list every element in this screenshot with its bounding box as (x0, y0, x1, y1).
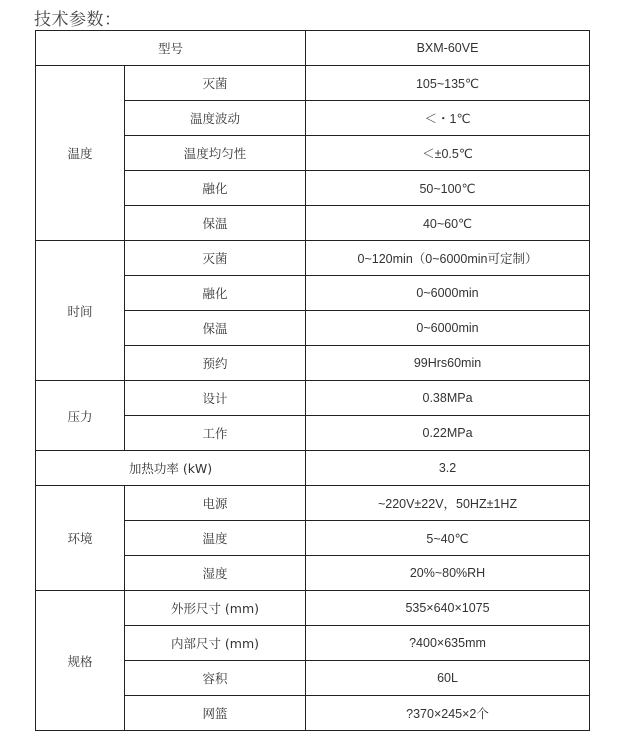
model-label: 型号 (36, 31, 306, 66)
row-value: 20%~80%RH (306, 556, 590, 591)
row-value: 40~60℃ (306, 206, 590, 241)
row-label: 灭菌 (125, 66, 306, 101)
table-row (36, 381, 590, 416)
row-value: 0~120min（0~6000min可定制） (306, 241, 590, 276)
row-label: 灭菌 (125, 241, 306, 276)
row-label: 内部尺寸 (mm) (125, 626, 306, 661)
table-row (36, 31, 590, 66)
row-value: 60L (306, 661, 590, 696)
table-row (36, 241, 590, 276)
row-label: 温度波动 (125, 101, 306, 136)
row-value: 0~6000min (306, 276, 590, 311)
table-row (36, 591, 590, 626)
row-value: 99Hrs60min (306, 346, 590, 381)
group-label-temperature: 温度 (36, 66, 125, 241)
row-label: 融化 (125, 171, 306, 206)
row-label: 容积 (125, 661, 306, 696)
row-label: 工作 (125, 416, 306, 451)
row-label: 温度均匀性 (125, 136, 306, 171)
row-label: 温度 (125, 521, 306, 556)
row-label: 保温 (125, 311, 306, 346)
row-value: 535×640×1075 (306, 591, 590, 626)
row-label: 电源 (125, 486, 306, 521)
group-label-environment: 环境 (36, 486, 125, 591)
row-value: ＜±0.5℃ (306, 136, 590, 171)
table-row (36, 486, 590, 521)
group-label-pressure: 压力 (36, 381, 125, 451)
row-value: ~220V±22V，50HZ±1HZ (306, 486, 590, 521)
row-label: 湿度 (125, 556, 306, 591)
row-label: 外形尺寸 (mm) (125, 591, 306, 626)
row-label: 保温 (125, 206, 306, 241)
row-value: ?370×245×2个 (306, 696, 590, 731)
power-label: 加热功率 (kW) (36, 451, 306, 486)
row-value: ＜・1℃ (306, 101, 590, 136)
model-value: BXM-60VE (306, 31, 590, 66)
spec-table (35, 30, 590, 731)
table-row (36, 451, 590, 486)
row-label: 预约 (125, 346, 306, 381)
row-value: 50~100℃ (306, 171, 590, 206)
row-label: 融化 (125, 276, 306, 311)
power-value: 3.2 (306, 451, 590, 486)
row-value: 5~40℃ (306, 521, 590, 556)
page-title: 技术参数： (34, 10, 122, 30)
row-value: ?400×635mm (306, 626, 590, 661)
table-row (36, 66, 590, 101)
row-value: 105~135℃ (306, 66, 590, 101)
row-value: 0.22MPa (306, 416, 590, 451)
row-label: 网篮 (125, 696, 306, 731)
row-label: 设计 (125, 381, 306, 416)
group-label-specification: 规格 (36, 591, 125, 731)
row-value: 0.38MPa (306, 381, 590, 416)
row-value: 0~6000min (306, 311, 590, 346)
group-label-time: 时间 (36, 241, 125, 381)
